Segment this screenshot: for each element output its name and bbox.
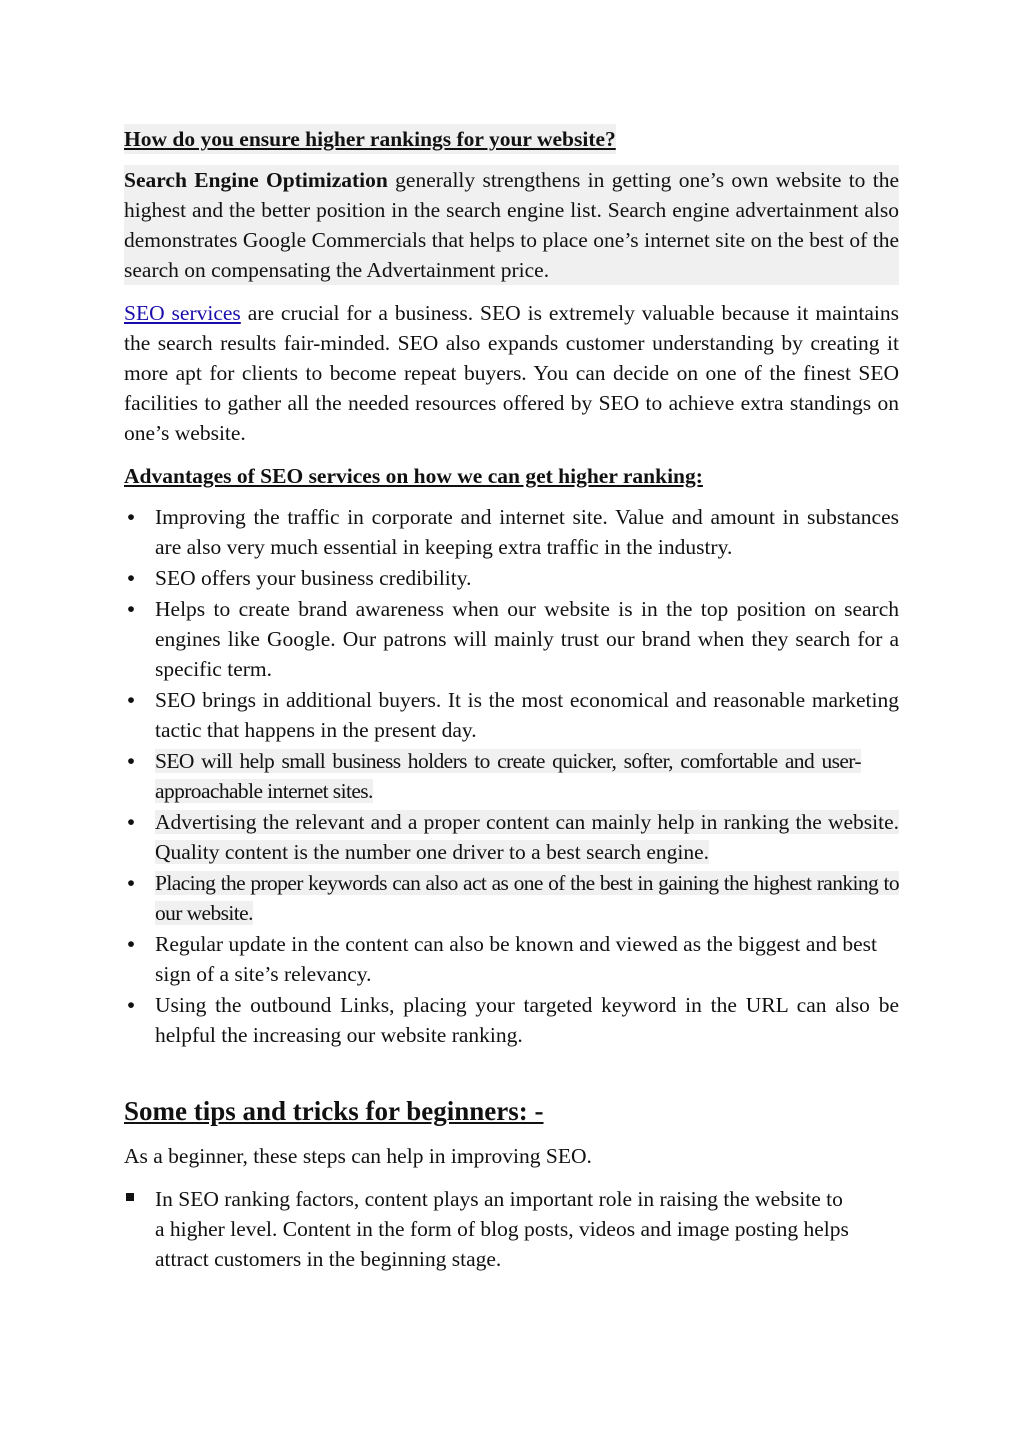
list-item-text: Helps to create brand awareness when our website is in the top position on search engines like Google. Our patrons will mainly trust our brand when they search for a specific term. <box>155 597 899 681</box>
list-item <box>124 868 899 928</box>
list-item-text: SEO brings in additional buyers. It is the most economical and reasonable marketing tactic that happens in the present day. <box>155 688 899 742</box>
list-item-text: Regular update in the content can also be known and viewed as the biggest and best sign of a site’s relevancy. <box>155 932 877 986</box>
paragraph-seo-intro <box>124 165 899 285</box>
paragraph-beginner: As a beginner, these steps can help in improving SEO. <box>124 1144 592 1168</box>
bullet-dot-icon: • <box>127 932 135 956</box>
list-item-text: SEO offers your business credibility. <box>155 566 472 590</box>
list-item <box>124 990 899 1050</box>
bullet-dot-icon: • <box>127 505 135 529</box>
list-item <box>124 807 899 867</box>
list-item-text: SEO will help small business holders to create quicker, softer, comfortable and user-approachable internet sites. <box>155 749 861 803</box>
list-item <box>124 563 899 593</box>
list-item-text: Advertising the relevant and a proper content can mainly help in ranking the website. Quality content is the number one driver to a best search engine. <box>155 810 899 864</box>
list-item <box>124 929 899 989</box>
heading-rankings: How do you ensure higher rankings for your website? <box>124 124 616 154</box>
bullet-dot-icon: • <box>127 566 135 590</box>
section-heading <box>124 461 899 502</box>
list-item <box>124 502 899 562</box>
list-item <box>124 746 899 806</box>
section-heading <box>124 124 899 165</box>
document-page <box>124 124 899 1274</box>
tips-list <box>124 1184 899 1274</box>
list-item-text: Improving the traffic in corporate and internet site. Value and amount in substances are also very much essential in keeping extra traffic in the industry. <box>155 505 899 559</box>
paragraph-seo-services <box>124 298 899 448</box>
bullet-dot-icon: • <box>127 749 135 773</box>
heading-advantages: Advantages of SEO services on how we can get higher ranking: <box>124 464 703 488</box>
bullet-dot-icon: • <box>127 597 135 621</box>
seo-services-link[interactable]: SEO services <box>124 301 241 325</box>
list-item <box>124 594 899 684</box>
list-item-text: Using the outbound Links, placing your targeted keyword in the URL can also be helpful the increasing our website ranking. <box>155 993 899 1047</box>
paragraph-text: generally strengthens in getting one’s own website to the highest and the better position in the search engine list. Search engine advertainment also demonstrates Google Commercials that helps to place one’s internet site on the best of the search on compensating the Advertainment price. <box>124 168 899 282</box>
list-item <box>124 685 899 745</box>
list-item-text: In SEO ranking factors, content plays an important role in raising the website to a higher level. Content in the form of blog posts, videos and image posting helps attract customers in the beginning stage. <box>155 1187 849 1271</box>
bullet-dot-icon: • <box>127 993 135 1017</box>
list-item-text: Placing the proper keywords can also act as one of the best in gaining the highest ranking to our website. <box>155 871 899 925</box>
paragraph-text: are crucial for a business. SEO is extremely valuable because it maintains the search results fair-minded. SEO also expands customer understanding by creating it more apt for clients to become repeat buyers. You can decide on one of the finest SEO facilities to gather all the needed resources offered by SEO to achieve extra standings on one’s website. <box>124 301 899 445</box>
bullet-square-icon <box>126 1193 134 1201</box>
bullet-dot-icon: • <box>127 871 135 895</box>
list-item <box>124 1184 855 1274</box>
advantages-list <box>124 502 899 1050</box>
bullet-dot-icon: • <box>127 688 135 712</box>
bullet-dot-icon: • <box>127 810 135 834</box>
heading-tips: Some tips and tricks for beginners: - <box>124 1096 544 1126</box>
bold-term: Search Engine Optimization <box>124 168 388 192</box>
